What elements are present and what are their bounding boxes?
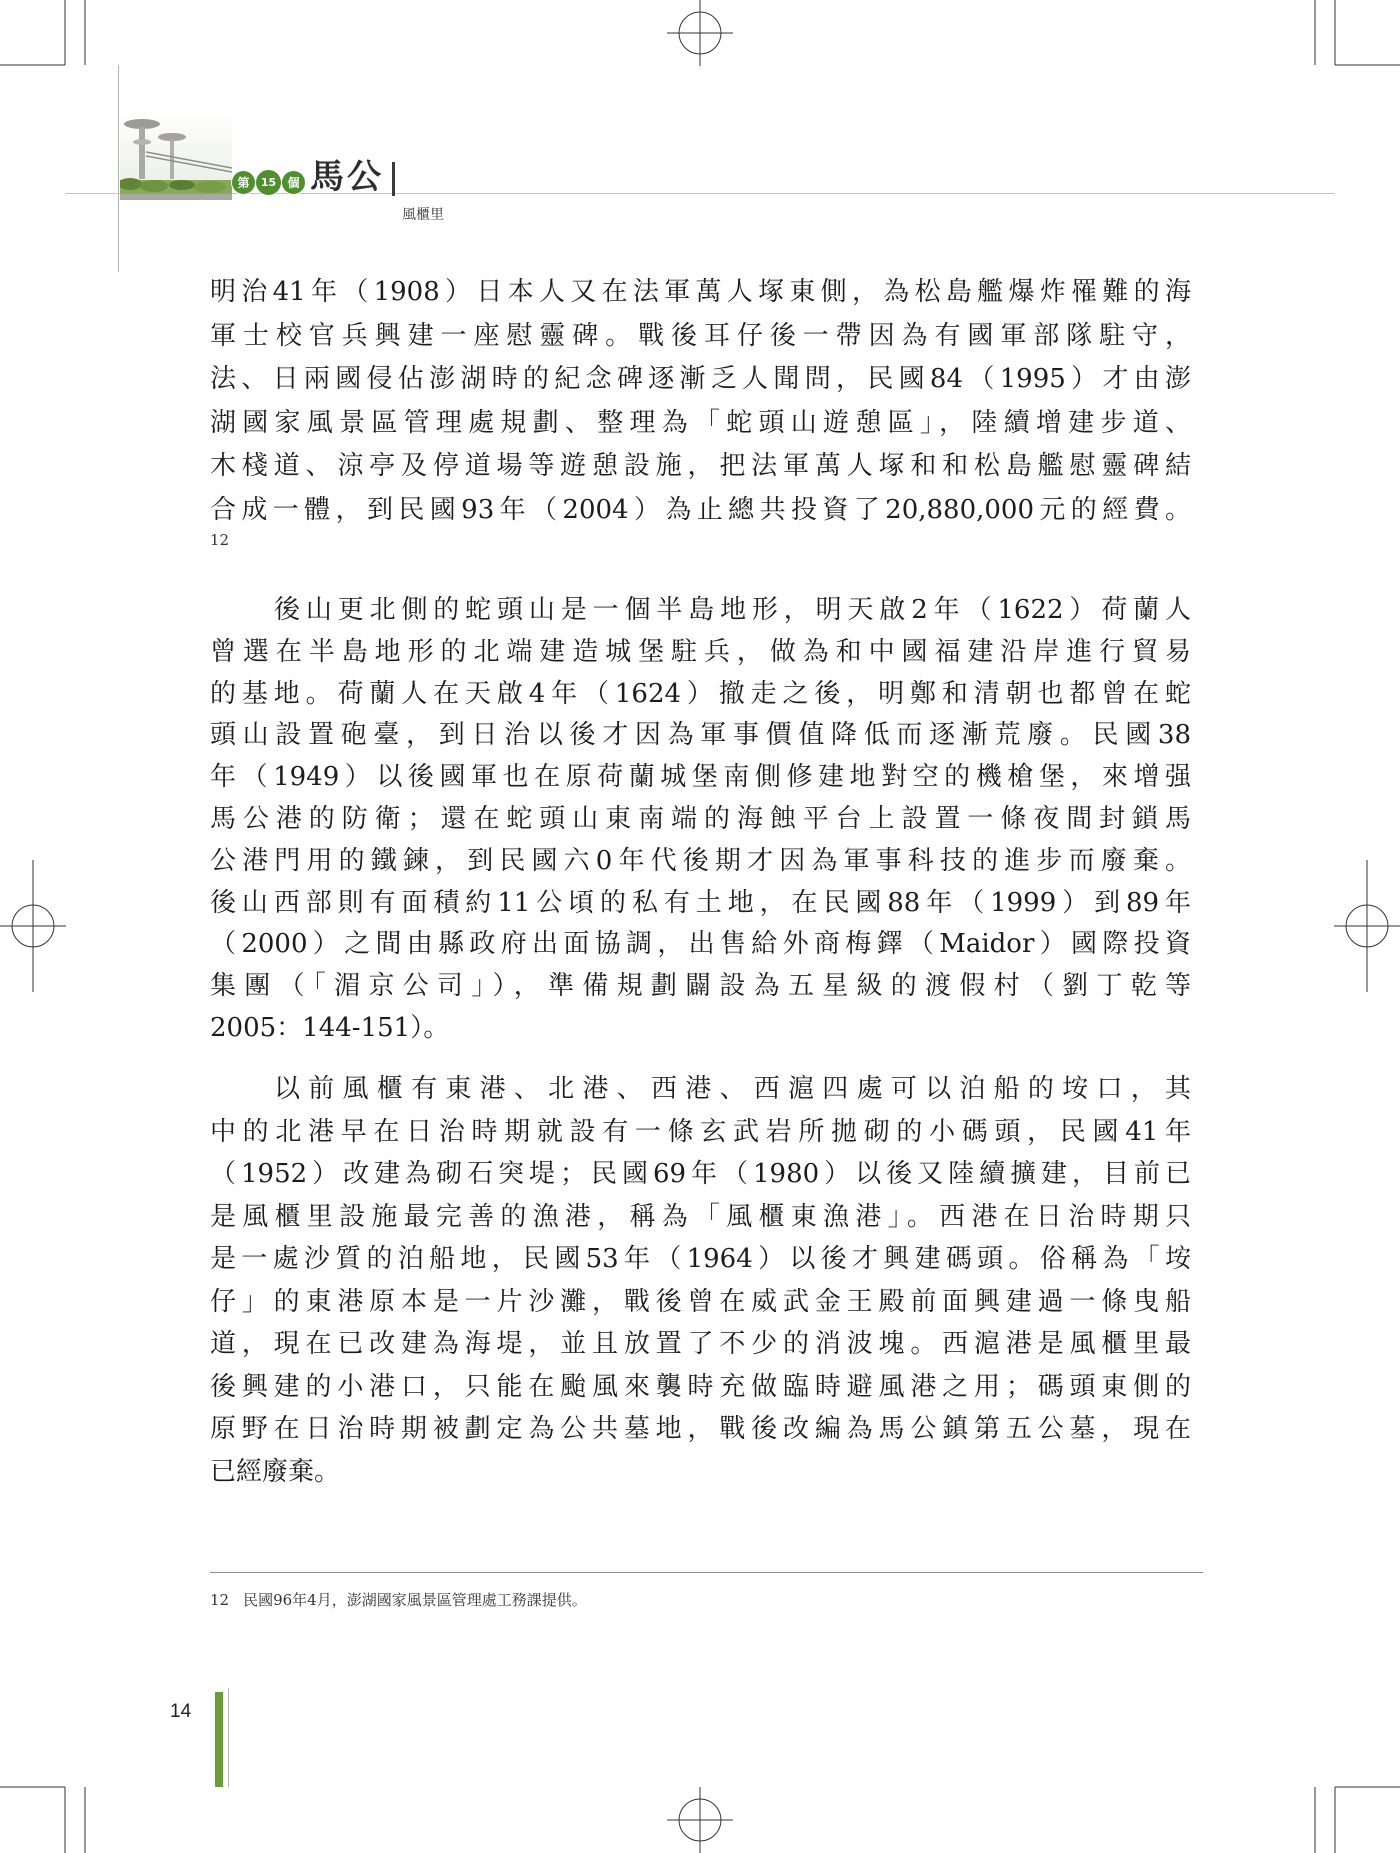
crop-mark-top-left [0,0,85,65]
paragraph-line: 2005：144-151）。 [210,1012,450,1043]
paragraph-line: （2000）之間由縣政府出面協調，出售給外商梅鐸（Maidor）國際投資 [210,929,1191,960]
page-number: 14 [170,1701,192,1722]
paragraph-2 [210,590,1191,1050]
registration-mark-top [667,0,733,66]
paragraph-line: 的基地。荷蘭人在天啟4年（1624）撤走之後，明鄭和清朝也都曾在蛇 [210,678,1191,709]
header-title: 馬公 [310,157,384,197]
footnote [210,1590,587,1610]
footnote-reference: 12 [210,531,230,549]
paragraph-line: 後山更北側的蛇頭山是一個半島地形，明天啟2年（1622）荷蘭人 [274,595,1191,625]
paragraph-line: 已經廢棄。 [210,1456,341,1487]
paragraph-line: 軍士校官兵興建一座慰靈碑。戰後耳仔後一帶因為有國軍部隊駐守， [210,320,1191,351]
registration-mark-right [1334,860,1400,992]
badge-number: 15 [255,169,282,196]
paragraph-line: 道，現在已改建為海堤，並且放置了不少的消波塊。西滬港是風櫃里最 [210,1329,1191,1359]
registration-mark-bottom [667,1787,733,1853]
paragraph-3 [210,1068,1191,1493]
folio-green-bar [215,1692,223,1787]
paragraph-line: 明治41年（1908）日本人又在法軍萬人塚東側，為松島艦爆炸罹難的海 [210,277,1191,307]
paragraph-line: 木棧道、涼亭及停道場等遊憩設施，把法軍萬人塚和和松島艦慰靈碑結 [210,451,1191,481]
paragraph-line: 原野在日治時期被劃定為公共墓地，戰後改編為馬公鎮第五公墓，現在 [210,1414,1191,1444]
paragraph-line: 法、日兩國侵佔澎湖時的紀念碑逐漸乏人聞問，民國84（1995）才由澎 [210,364,1191,394]
folio-rule [228,1688,229,1787]
paragraph-line: 曾選在半島地形的北端建造城堡駐兵，做為和中國福建沿岸進行貿易 [210,636,1191,667]
paragraph-line: 公港門用的鐵鍊，到民國六0年代後期才因為軍事科技的進步而廢棄。 [210,845,1191,876]
paragraph-line: 馬公港的防衛；還在蛇頭山東南端的海蝕平台上設置一條夜間封鎖馬 [210,803,1191,834]
registration-mark-left [0,860,66,992]
paragraph-line: 以前風櫃有東港、北港、西港、西滬四處可以泊船的垵口，其 [274,1074,1191,1104]
paragraph-line: 是一處沙質的泊船地，民國53年（1964）以後才興建碼頭。俗稱為「垵 [210,1244,1191,1274]
paragraph-line: 後興建的小港口，只能在颱風來襲時充做臨時避風港之用；碼頭東側的 [210,1371,1191,1402]
footnote-text: 民國96年4月，澎湖國家風景區管理處工務課提供。 [243,1591,587,1609]
paragraph-line: 頭山設置砲臺，到日治以後才因為軍事價值降低而逐漸荒廢。民國38 [210,720,1191,751]
badge-suffix: 個 [281,170,306,195]
paragraph-line: 後山西部則有面積約11公頃的私有土地，在民國88年（1999）到89年 [210,887,1191,918]
paragraph-1 [210,271,1191,532]
paragraph-line: 仔」的東港原本是一片沙灘，戰後曾在威武金王殿前面興建過一條曳船 [210,1286,1191,1317]
paragraph-line: 是風櫃里設施最完善的漁港，稱為「風櫃東漁港」。西港在日治時期只 [210,1201,1191,1232]
crop-mark-bottom-left [0,1787,85,1853]
header-subtitle: 風櫃里 [402,207,444,223]
paragraph-line: 集團（「湄京公司」），準備規劃闢設為五星級的渡假村（劉丁乾等 [210,971,1191,1002]
paragraph-line: （1952）改建為砌石突堤；民國69年（1980）以後又陸續擴建，目前已 [210,1159,1191,1189]
header-photo [120,110,232,200]
title-divider [392,162,395,196]
crop-mark-top-right [1315,0,1400,65]
paragraph-line: 中的北港早在日治時期就設有一條玄武岩所拋砌的小碼頭，民國41年 [210,1116,1191,1147]
paragraph-line: 湖國家風景區管理處規劃、整理為「蛇頭山遊憩區」，陸續增建步道、 [210,407,1191,438]
footnote-number: 12 [210,1591,230,1609]
crop-mark-bottom-right [1315,1787,1400,1853]
badge-prefix: 第 [231,170,256,195]
footnote-divider [210,1572,1203,1573]
paragraph-line: 合成一體，到民國93年（2004）為止總共投資了20,880,000元的經費。 [210,494,1191,525]
paragraph-line: 年（1949）以後國軍也在原荷蘭城堡南側修建地對空的機槍堡，來增强 [210,762,1191,793]
chapter-badge [231,169,305,196]
header-vertical-rule [118,65,119,272]
